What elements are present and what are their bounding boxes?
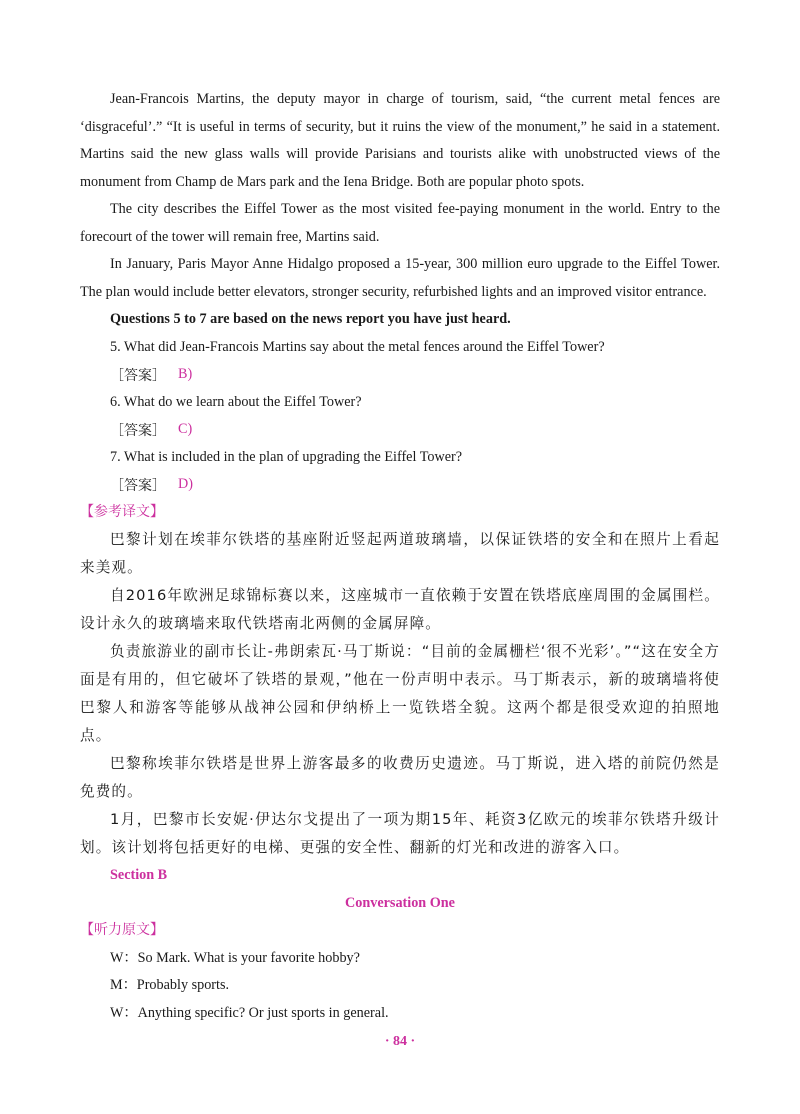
paragraph-zh-1: 巴黎计划在埃菲尔铁塔的基座附近竖起两道玻璃墙，以保证铁塔的安全和在照片上看起来美观。 bbox=[80, 531, 720, 576]
dialogue-line-3: W：Anything specific? Or just sports in general. bbox=[110, 1004, 389, 1021]
dialogue-line-2: M：Probably sports. bbox=[110, 977, 230, 993]
answer-value: D) bbox=[178, 476, 193, 493]
paragraph-en-2: The city describes the Eiffel Tower as the most visited fee-paying monument in the world. Entry to the forecourt of the tower will remain free, Martins said. bbox=[80, 201, 720, 245]
paragraph-en-3: In January, Paris Mayor Anne Hidalgo proposed a 15-year, 300 million euro upgrade to the Eiffel Tower. The plan would include better elevators, stronger security, refurbished lights and an improved visitor entrance. bbox=[80, 256, 720, 300]
questions-heading: Questions 5 to 7 are based on the news report you have just heard. bbox=[110, 311, 511, 327]
paragraph-zh-4: 巴黎称埃菲尔铁塔是世界上游客最多的收费历史遗迹。马丁斯说，进入塔的前院仍然是免费的。 bbox=[80, 755, 720, 800]
page-number: · 84 · bbox=[384, 1034, 416, 1049]
answer-row-7 bbox=[80, 471, 720, 499]
conversation-title: Conversation One bbox=[345, 894, 455, 911]
question-7: 7. What is included in the plan of upgrading the Eiffel Tower? bbox=[110, 448, 463, 465]
answer-value: C) bbox=[178, 421, 193, 438]
dialogue-line-1: W：So Mark. What is your favorite hobby? bbox=[110, 949, 360, 966]
paragraph-en-1: Jean-Francois Martins, the deputy mayor in charge of tourism, said, “the current metal fences are ‘disgraceful’.” “It is useful in terms of security, but it ruins the view of the monument,” he said in a statement. Martins said the new glass walls will provide Parisians and tourists alike with unobstructed views of the monument from Champ de Mars park and the Iena Bridge. Both are popular photo spots. bbox=[80, 91, 720, 190]
answer-label: ［答案］ bbox=[110, 367, 166, 384]
document-page bbox=[80, 86, 720, 1027]
paragraph-zh-5: 1月，巴黎市长安妮·伊达尔戈提出了一项为期15年、耗资3亿欧元的埃菲尔铁塔升级计划。该计划将包括更好的电梯、更强的安全性、翻新的灯光和改进的游客入口。 bbox=[80, 811, 720, 856]
answer-label: ［答案］ bbox=[110, 422, 166, 439]
question-5: 5. What did Jean-Francois Martins say about the metal fences around the Eiffel Tower? bbox=[110, 338, 605, 355]
transcript-heading: 【听力原文】 bbox=[80, 922, 164, 938]
answer-label: ［答案］ bbox=[110, 477, 166, 494]
answer-row-6 bbox=[80, 416, 720, 444]
translation-heading: 【参考译文】 bbox=[80, 503, 164, 520]
answer-row-5 bbox=[80, 361, 720, 389]
paragraph-zh-3: 负责旅游业的副市长让-弗朗索瓦·马丁斯说：“目前的金属栅栏‘很不光彩’。”“这在安全方面是有用的，但它破坏了铁塔的景观，”他在一份声明中表示。马丁斯表示，新的玻璃墙将使巴黎人和游客等能够从战神公园和伊纳桥上一览铁塔全貌。这两个都是很受欢迎的拍照地点。 bbox=[80, 643, 720, 744]
question-6: 6. What do we learn about the Eiffel Tower? bbox=[110, 393, 362, 410]
paragraph-zh-2: 自2016年欧洲足球锦标赛以来，这座城市一直依赖于安置在铁塔底座周围的金属围栏。设计永久的玻璃墙来取代铁塔南北两侧的金属屏障。 bbox=[80, 587, 720, 632]
section-b-heading: Section B bbox=[110, 867, 168, 883]
answer-value: B) bbox=[178, 366, 193, 383]
